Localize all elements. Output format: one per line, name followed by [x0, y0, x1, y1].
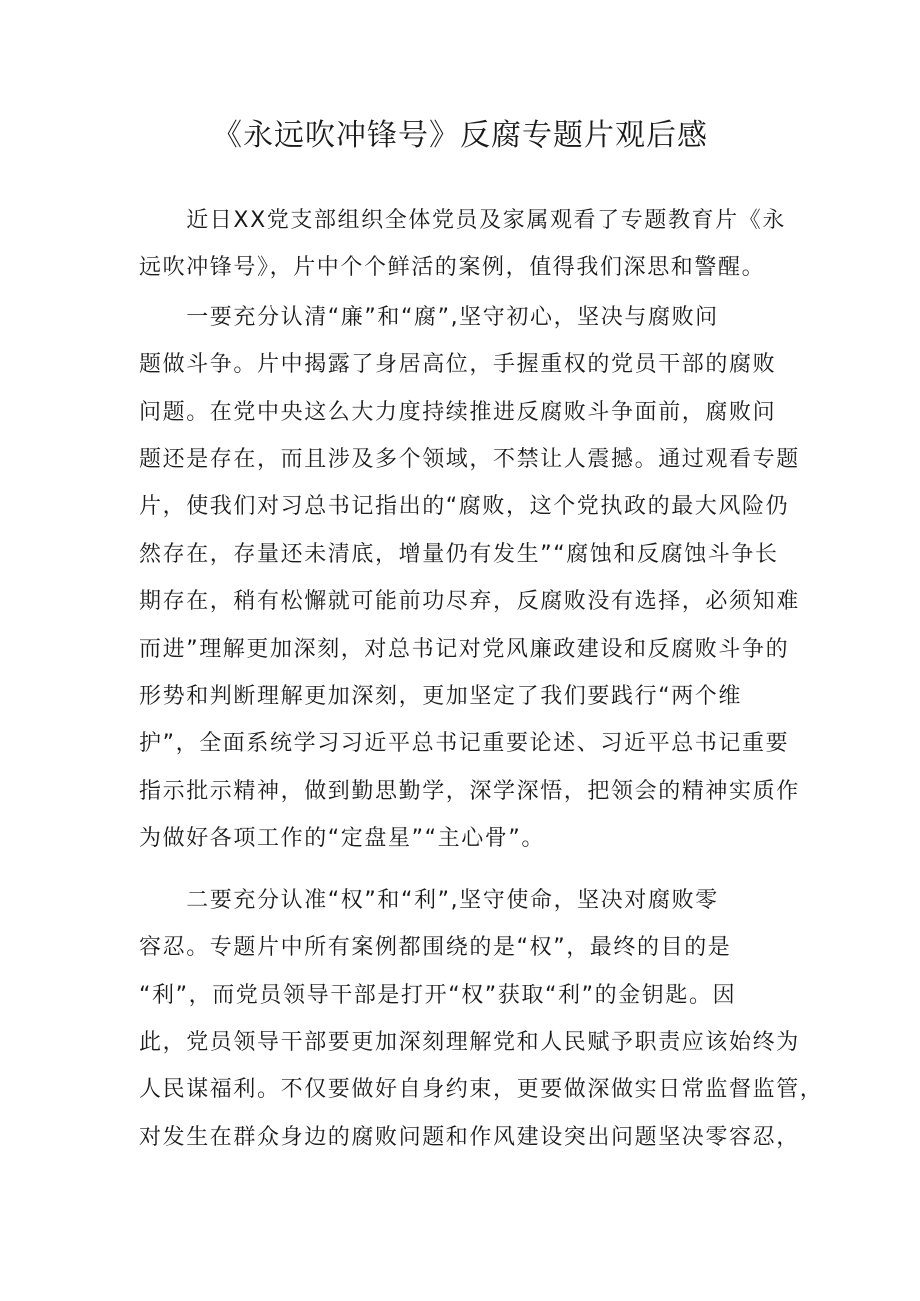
text-line: 护”，全面系统学习习近平总书记重要论述、习近平总书记重要 — [139, 731, 790, 757]
text-line: 题还是存在，而且涉及多个领域，不禁让人震撼。通过观看专题 — [139, 447, 800, 473]
document-body — [139, 197, 824, 1161]
document-title: 《永远吹冲锋号》反腐专题片观后感 — [212, 118, 708, 153]
text-line: 形势和判断理解更加深刻，更加坚定了我们要践行“两个维 — [139, 684, 742, 710]
paragraph-point-two — [139, 877, 824, 1161]
text-line: 容忍。专题片中所有案例都围绕的是“权”，最终的目的是 — [139, 935, 732, 961]
text-line: 二要充分认准“权”和“利”,坚守使命，坚决对腐败零 — [139, 887, 719, 913]
paragraph-point-one — [139, 294, 800, 863]
text-line: 然存在，存量还未清底，增量仍有发生”“腐蚀和反腐蚀斗争长 — [139, 541, 779, 567]
text-line: 期存在，稍有松懈就可能前功尽弃，反腐败没有选择，必须知难 — [139, 589, 800, 615]
text-line: 而进”理解更加深刻，对总书记对党风廉政建设和反腐败斗争的 — [139, 636, 790, 662]
text-line: 此，党员领导干部要更加深刻理解党和人民赋予职责应该始终为 — [139, 1029, 800, 1055]
text-line: 为做好各项工作的“定盘星”“主心骨”。 — [139, 826, 545, 852]
text-line: 人民谋福利。不仅要做好自身约束，更要做深做实日常监督监管， — [139, 1077, 824, 1103]
text-line: 对发生在群众身边的腐败问题和作风建设突出问题坚决零容忍， — [139, 1124, 800, 1150]
text-line: 远吹冲锋号》，片中个个鲜活的案例，值得我们深思和警醒。 — [139, 255, 766, 281]
text-line: 题做斗争。片中揭露了身居高位，手握重权的党员干部的腐败 — [139, 352, 777, 378]
text-line: 一要充分认清“廉”和“腐”,坚守初心，坚决与腐败问 — [139, 304, 719, 330]
text-line: 问题。在党中央这么大力度持续推进反腐败斗争面前，腐败问 — [139, 399, 777, 425]
text-line: 近日XX党支部组织全体党员及家属观看了专题教育片《永 — [139, 208, 786, 233]
paragraph-intro — [139, 197, 786, 292]
text-line: 片，使我们对习总书记指出的“腐败，这个党执政的最大风险仍 — [139, 494, 790, 520]
text-line: 指示批示精神，做到勤思勤学，深学深悟，把领会的精神实质作 — [139, 778, 800, 804]
text-line: “利”，而党员领导干部是打开“权”获取“利”的金钥匙。因 — [139, 982, 737, 1008]
